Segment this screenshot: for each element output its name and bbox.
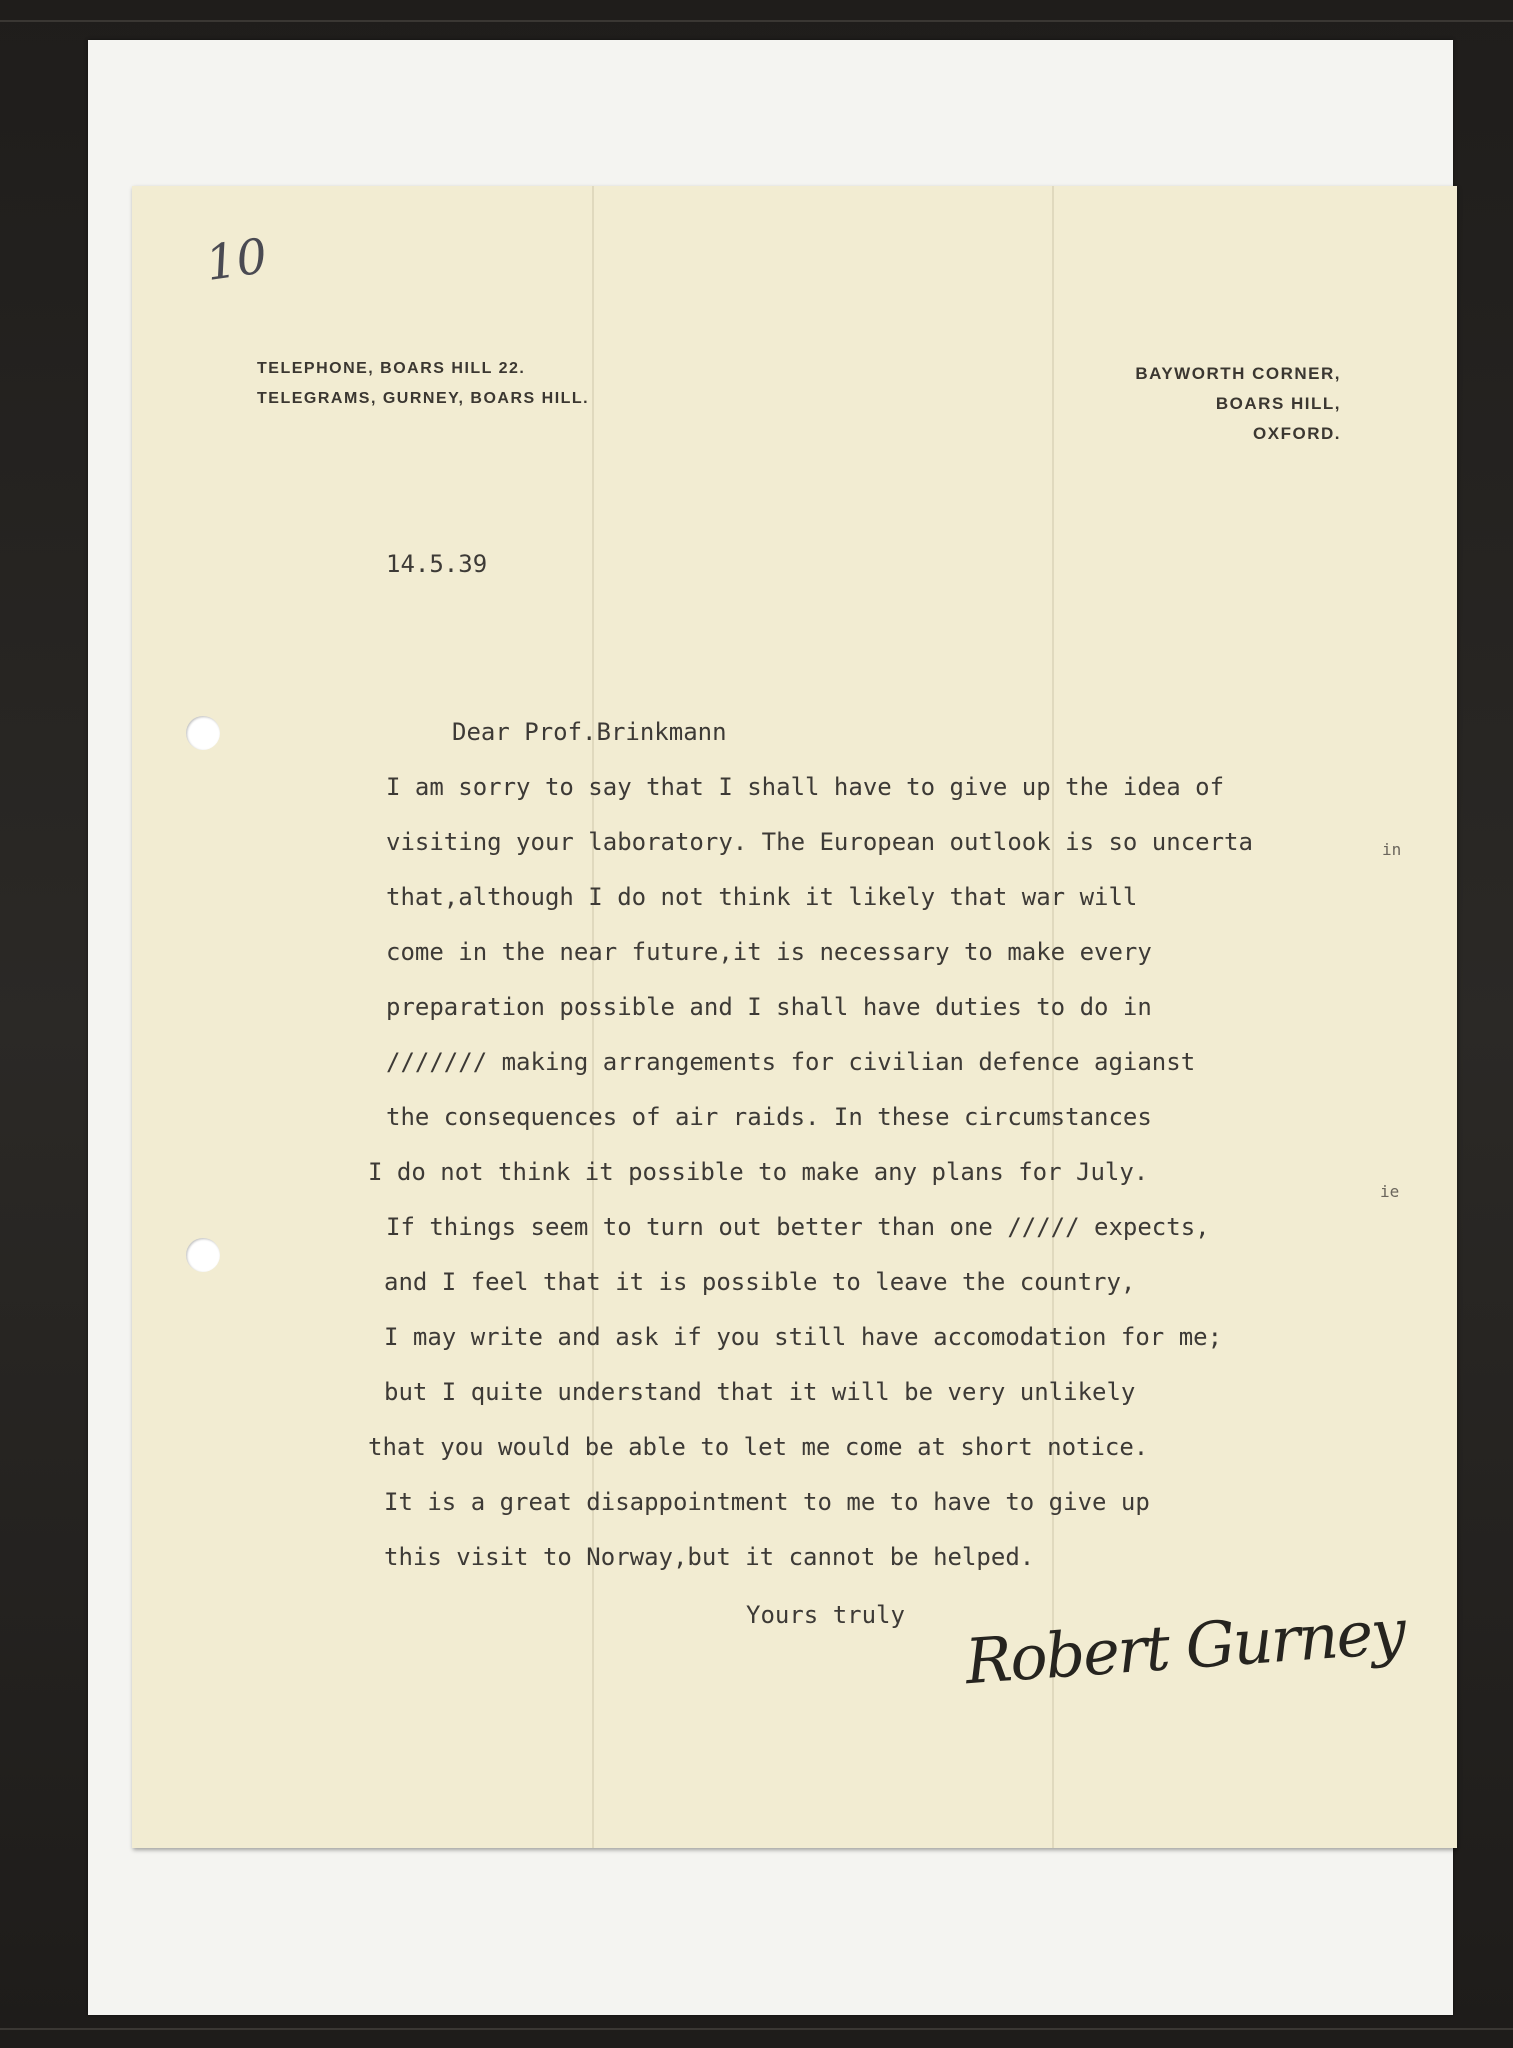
margin-mark: in bbox=[1382, 840, 1402, 859]
background-edge bbox=[0, 2028, 1513, 2030]
body-line: visiting your laboratory. The European outlook is so uncerta bbox=[386, 828, 1253, 856]
body-line: I may write and ask if you still have accomodation for me; bbox=[384, 1323, 1223, 1351]
letterhead-telegrams: TELEGRAMS, GURNEY, BOARS HILL. bbox=[257, 390, 590, 407]
body-line: preparation possible and I shall have duties to do in bbox=[386, 993, 1152, 1021]
address-line: BOARS HILL, bbox=[1215, 394, 1341, 413]
punch-hole bbox=[186, 716, 220, 750]
body-line: but I quite understand that it will be very unlikely bbox=[384, 1378, 1136, 1406]
salutation: Dear Prof.Brinkmann bbox=[452, 718, 727, 746]
body-line: that,although I do not think it likely that war will bbox=[386, 883, 1138, 911]
archive-number: 10 bbox=[202, 228, 271, 292]
body-line: I do not think it possible to make any plans for July. bbox=[368, 1158, 1149, 1186]
address-line: BAYWORTH CORNER, bbox=[1135, 364, 1341, 383]
margin-mark: ie bbox=[1380, 1182, 1400, 1201]
punch-hole bbox=[186, 1238, 220, 1272]
body-line: /////// making arrangements for civilian defence agianst bbox=[386, 1048, 1196, 1076]
closing: Yours truly bbox=[746, 1601, 905, 1629]
body-line: that you would be able to let me come at short notice. bbox=[368, 1433, 1149, 1461]
letterhead-telephone: TELEPHONE, BOARS HILL 22. bbox=[257, 360, 526, 377]
address-line: OXFORD. bbox=[1253, 424, 1341, 443]
letter-date: 14.5.39 bbox=[386, 550, 488, 578]
body-line: If things seem to turn out better than one ///// expects, bbox=[386, 1213, 1210, 1241]
handwritten-signature: Robert Gurney bbox=[962, 1594, 1407, 1699]
body-line: the consequences of air raids. In these circumstances bbox=[386, 1103, 1152, 1131]
body-line: and I feel that it is possible to leave the country, bbox=[384, 1268, 1136, 1296]
body-line: It is a great disappointment to me to have to give up bbox=[384, 1488, 1150, 1516]
background-edge bbox=[0, 20, 1513, 22]
body-line: come in the near future,it is necessary to make every bbox=[386, 938, 1152, 966]
body-line: I am sorry to say that I shall have to give up the idea of bbox=[386, 773, 1225, 801]
body-line: this visit to Norway,but it cannot be helped. bbox=[384, 1543, 1035, 1571]
